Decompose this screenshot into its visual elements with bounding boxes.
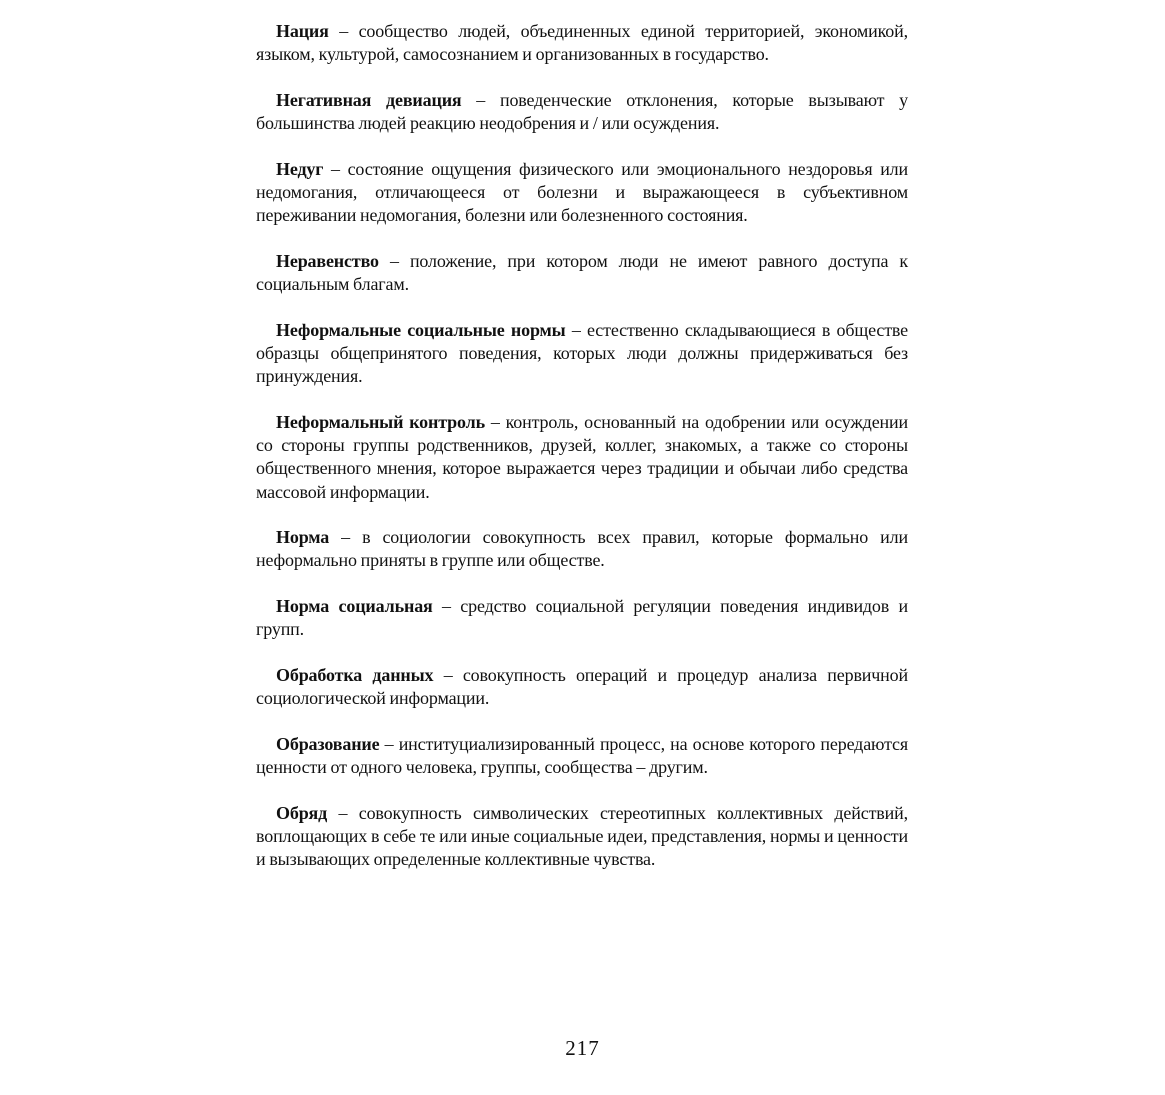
entry-term: Нация <box>276 21 329 41</box>
glossary-entry: Неравенство – положение, при котором люди не имеют равного доступа к социальным благам. <box>256 250 908 295</box>
entry-definition: поведенческие отклонения, которые вызывают у большинства людей реакцию неодобрения и / или осуждения. <box>256 89 909 134</box>
entry-term: Образование <box>276 733 380 754</box>
glossary-entry: Обработка данных – совокупность операций и процедур анализа первичной социологической информации. <box>256 665 909 709</box>
glossary-entry: Неформальный контроль – контроль, основанный на одобрении или осуждении со стороны группы родственников, друзей, коллег, знакомых, а также со стороны общественного мнения, которое выражается через традиции и обычаи либо средства массовой информации. <box>256 411 908 502</box>
glossary-entry: Норма социальная – средство социальной регуляции поведения индивидов и групп. <box>256 596 909 640</box>
entry-term: Неформальные социальные нормы <box>276 319 566 340</box>
glossary-entry: Негативная девиация – поведенческие отклонения, которые вызывают у большинства людей реакцию неодобрения и / или осуждения. <box>256 89 909 134</box>
glossary-entry: Обряд – совокупность символических стереотипных коллективных действий, воплощающих в себе те или иные социальные идеи, представления, нормы и ценности и вызывающих определенные коллективные чувства. <box>256 802 908 870</box>
entry-term: Обряд <box>276 802 328 823</box>
entry-term: Неформальный контроль <box>276 411 485 432</box>
entry-definition: институциализированный процесс, на основе которого передаются ценности от одного человека, группы, сообщества – другим. <box>256 733 908 778</box>
entry-term: Норма <box>276 527 330 548</box>
glossary-entry: Недуг – состояние ощущения физического или эмоционального нездоровья или недомогания, отличающееся от болезни и выражающееся в субъективном переживании недомогания, болезни или болезненного состояния. <box>256 158 908 226</box>
entry-term: Обработка данных <box>276 665 434 686</box>
entry-definition: положение, при котором люди не имеют равного доступа к социальным благам. <box>256 250 908 295</box>
glossary-entry: Норма – в социологии совокупность всех правил, которые формально или неформально приняты в группе или обществе. <box>256 527 908 571</box>
entry-definition: состояние ощущения физического или эмоционального нездоровья или недомогания, отличающееся от болезни и выражающееся в субъективном переживании недомогания, болезни или болезненного состояния. <box>256 158 908 226</box>
page-number: 217 <box>565 1036 600 1060</box>
entry-definition: в социологии совокупность всех правил, которые формально или неформально приняты в группе или обществе. <box>256 527 908 571</box>
entry-definition: совокупность символических стереотипных коллективных действий, воплощающих в себе те или иные социальные идеи, представления, нормы и ценности и вызывающих определенные коллективные чувства. <box>256 802 908 870</box>
entry-term: Недуг <box>276 158 324 179</box>
glossary-entry: Неформальные социальные нормы – естественно складывающиеся в обществе образцы общепринятого поведения, которых люди должны придерживаться без принуждения. <box>256 319 908 387</box>
glossary-entries <box>256 20 908 894</box>
entry-definition: совокупность операций и процедур анализа первичной социологической информации. <box>256 665 909 709</box>
glossary-entry: Нация – сообщество людей, объединенных единой территорией, экономикой, языком, культурой, самосознанием и организованных в государство. <box>256 21 908 65</box>
entry-definition: естественно складывающиеся в обществе образцы общепринятого поведения, которых люди должны придерживаться без принуждения. <box>256 319 908 387</box>
entry-definition: сообщество людей, объединенных единой территорией, экономикой, языком, культурой, самосознанием и организованных в государство. <box>256 21 908 65</box>
entry-definition: средство социальной регуляции поведения индивидов и групп. <box>256 596 909 640</box>
entry-term: Норма социальная <box>276 596 433 617</box>
entry-definition: контроль, основанный на одобрении или осуждении со стороны группы родственников, друзей, коллег, знакомых, а также со стороны общественного мнения, которое выражается через традиции и обычаи либо средства массовой информации. <box>256 411 908 502</box>
glossary-entry: Образование – институциализированный процесс, на основе которого передаются ценности от одного человека, группы, сообщества – другим. <box>256 733 908 778</box>
entry-term: Негативная девиация <box>276 89 462 110</box>
entry-term: Неравенство <box>276 250 379 271</box>
